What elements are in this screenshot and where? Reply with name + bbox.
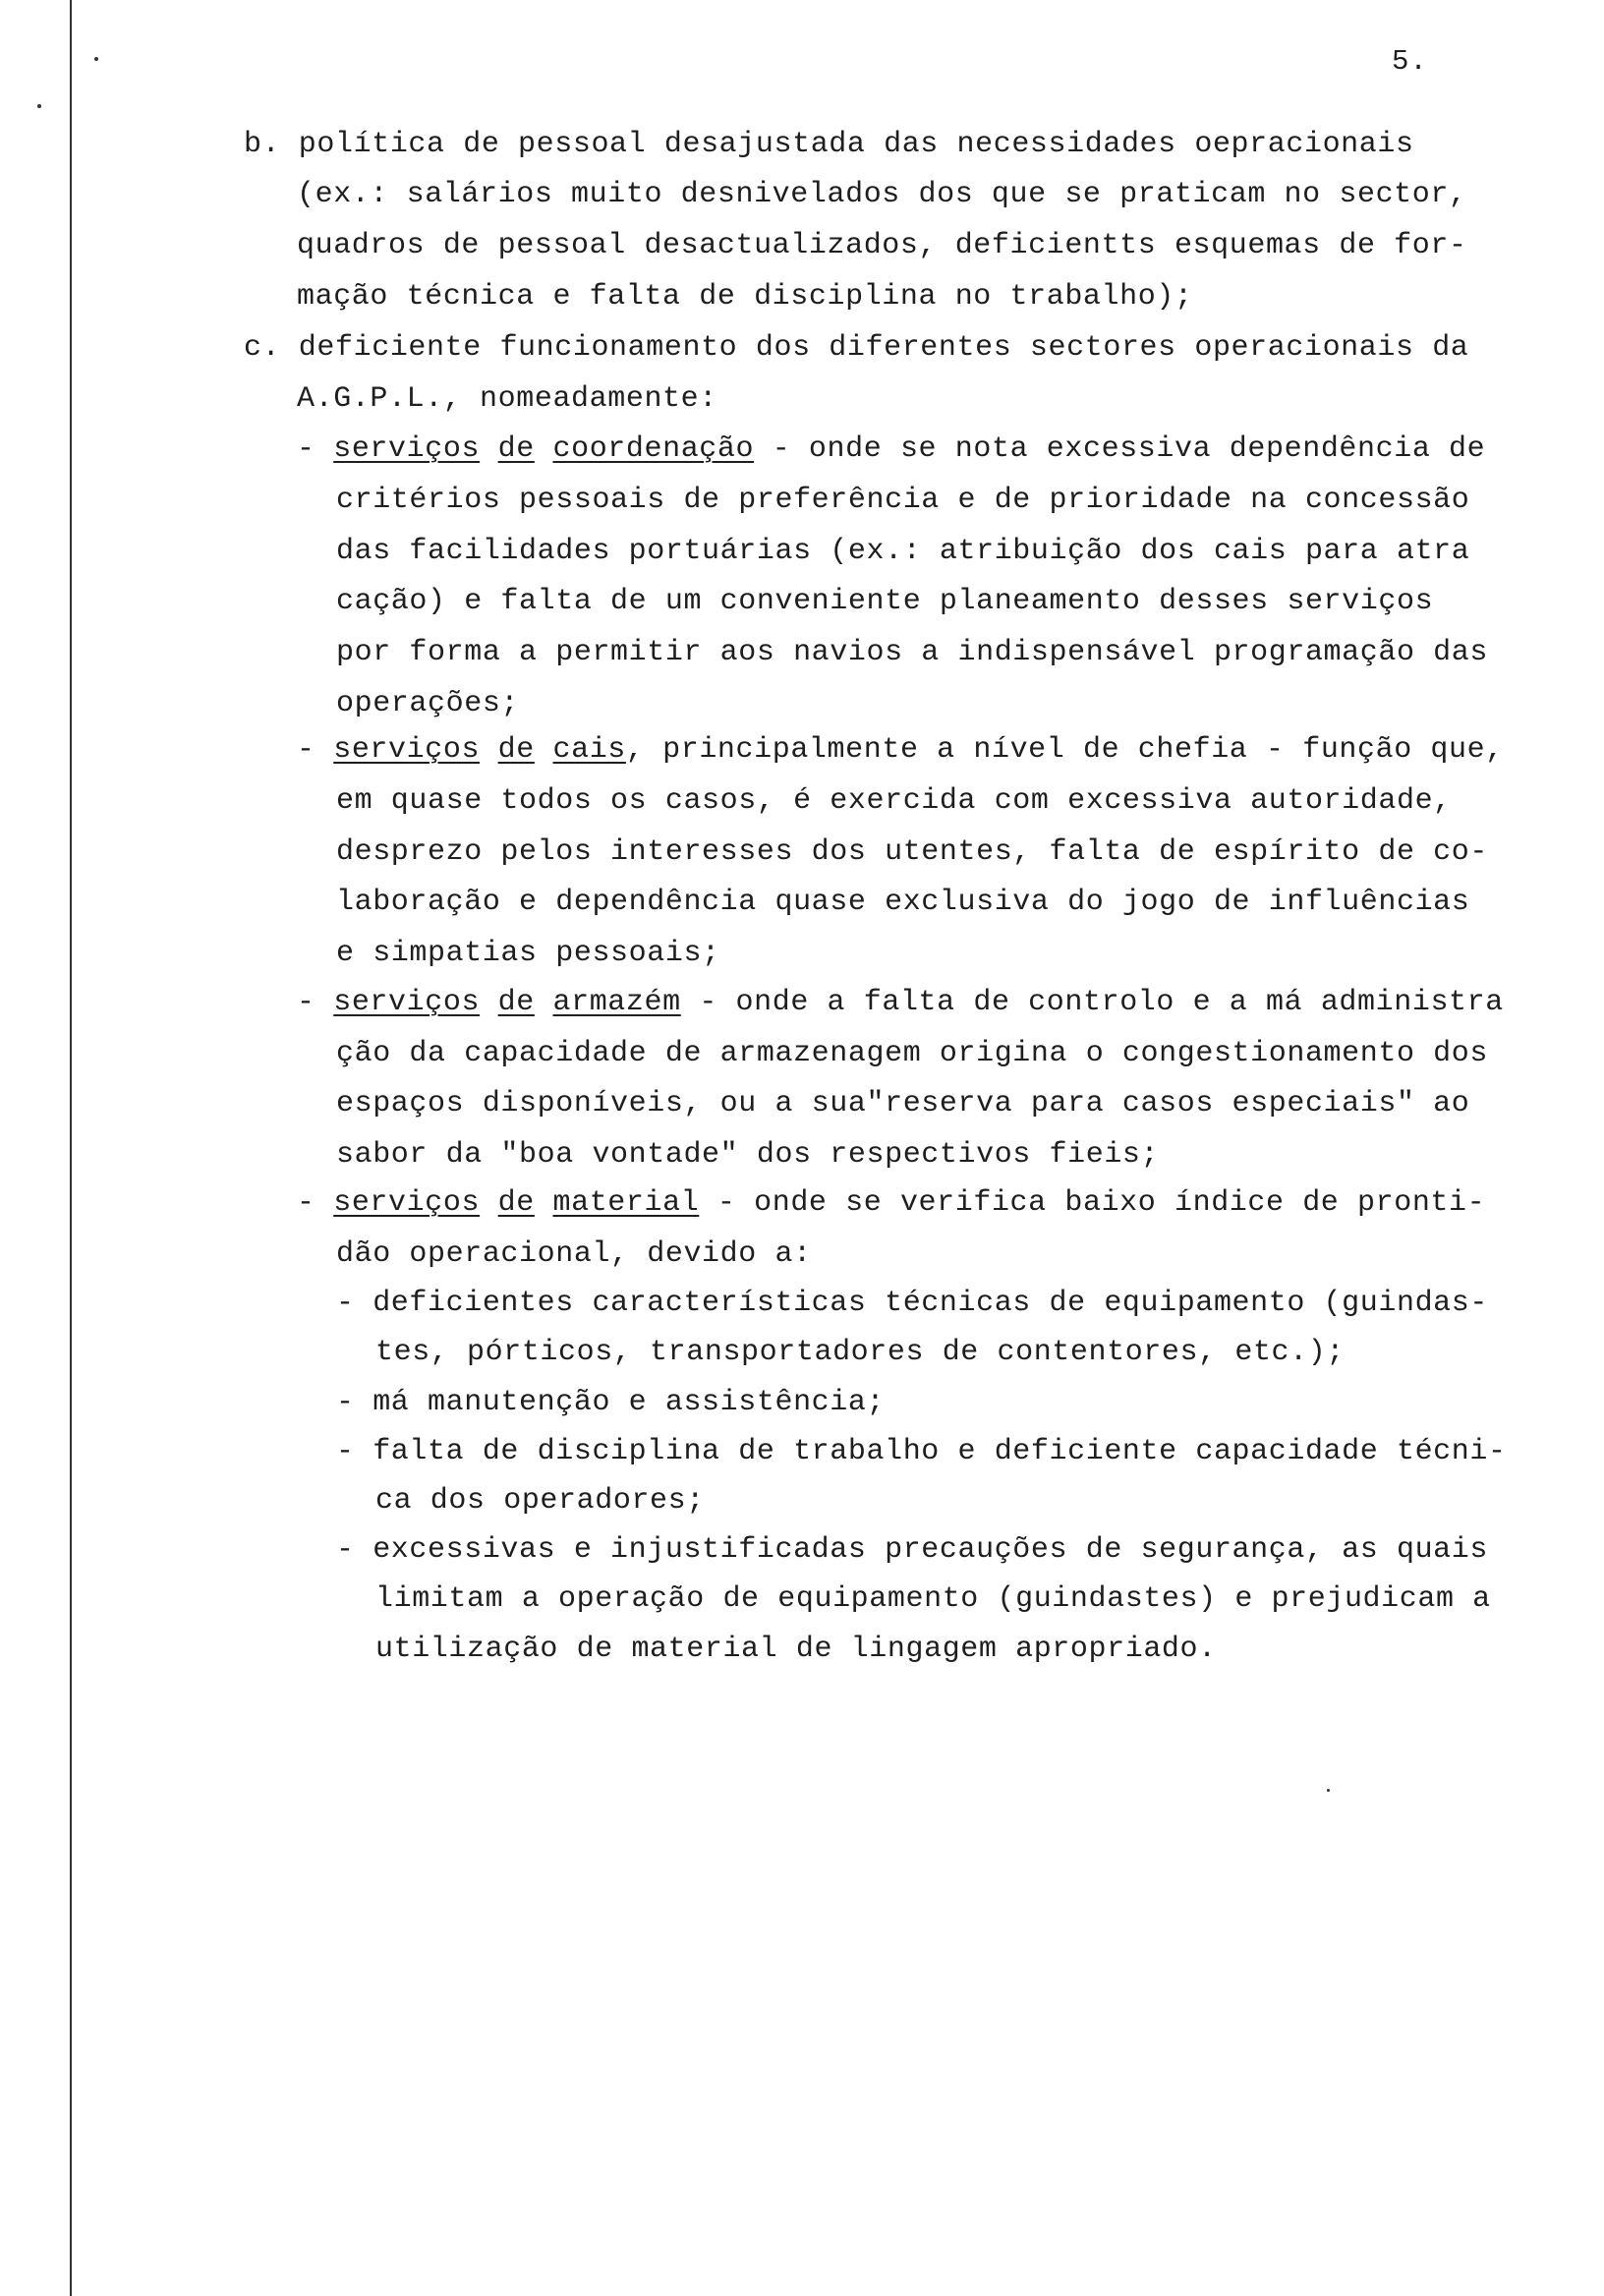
- underlined-term: serviços: [333, 986, 481, 1019]
- text-line: sabor da "boa vontade" dos respectivos fieis;: [336, 1138, 1160, 1172]
- list-dash: -: [297, 986, 334, 1019]
- text-line: critérios pessoais de preferência e de prioridade na concessão: [336, 484, 1470, 517]
- underlined-term: armazém: [552, 986, 681, 1019]
- underlined-term: de: [497, 986, 535, 1019]
- page-number: 5.: [1392, 45, 1428, 78]
- heading-rest: , principalmente a nível de chefia - função que,: [625, 733, 1504, 767]
- list-dash: -: [297, 432, 334, 466]
- heading-rest: - onde a falta de controlo e a má administra: [680, 986, 1504, 1019]
- sub-list-item: - falta de disciplina de trabalho e deficiente capacidade técni-: [336, 1435, 1507, 1468]
- space: [480, 986, 498, 1019]
- text-line: mação técnica e falta de disciplina no trabalho);: [297, 280, 1193, 314]
- text-line: cação) e falta de um conveniente planeamento desses serviços: [336, 585, 1434, 618]
- text-line: limitam a operação de equipamento (guindastes) e prejudicam a: [375, 1582, 1491, 1616]
- list-item-heading: [297, 1186, 1485, 1220]
- sub-list-item: - excessivas e injustificadas precauções de segurança, as quais: [336, 1533, 1488, 1567]
- heading-rest: - onde se nota excessiva dependência de: [754, 432, 1486, 466]
- underlined-term: material: [552, 1186, 700, 1220]
- text-line: em quase todos os casos, é exercida com excessiva autoridade,: [336, 784, 1452, 818]
- text-line: espaços disponíveis, ou a sua"reserva para casos especiais" ao: [336, 1087, 1470, 1120]
- space: [480, 733, 498, 767]
- underlined-term: serviços: [333, 432, 481, 466]
- text-line: por forma a permitir aos navios a indispensável programação das: [336, 636, 1488, 669]
- list-dash: -: [297, 1186, 334, 1220]
- underlined-term: serviços: [333, 1186, 481, 1220]
- space: [480, 1186, 498, 1220]
- underlined-term: de: [497, 432, 535, 466]
- text-line: das facilidades portuárias (ex.: atribuição dos cais para atra: [336, 535, 1470, 568]
- text-line: c. deficiente funcionamento dos diferentes sectores operacionais da: [244, 331, 1469, 365]
- heading-rest: - onde se verifica baixo índice de pronti-: [699, 1186, 1486, 1220]
- text-line: utilização de material de lingagem apropriado.: [375, 1633, 1217, 1666]
- space: [535, 1186, 553, 1220]
- space: [480, 432, 498, 466]
- sub-list-item: - má manutenção e assistência;: [336, 1386, 886, 1419]
- text-line: desprezo pelos interesses dos utentes, falta de espírito de co-: [336, 835, 1488, 869]
- underlined-term: de: [497, 1186, 535, 1220]
- text-line: laboração e dependência quase exclusiva do jogo de influências: [336, 886, 1470, 919]
- text-line: operações;: [336, 687, 520, 720]
- text-line: A.G.P.L., nomeadamente:: [297, 382, 717, 416]
- text-line: ca dos operadores;: [375, 1484, 705, 1518]
- list-item-heading: [297, 733, 1504, 767]
- list-dash: -: [297, 733, 334, 767]
- underlined-term: cais: [552, 733, 626, 767]
- underlined-term: de: [497, 733, 535, 767]
- text-line: e simpatias pessoais;: [336, 937, 720, 970]
- list-item-heading: [297, 432, 1485, 466]
- list-item-heading: [297, 986, 1504, 1019]
- text-line: tes, pórticos, transportadores de contentores, etc.);: [375, 1336, 1345, 1369]
- space: [535, 432, 553, 466]
- text-line: dão operacional, devido a:: [336, 1237, 812, 1271]
- text-line: ção da capacidade de armazenagem origina o congestionamento dos: [336, 1037, 1488, 1070]
- underlined-term: coordenação: [552, 432, 755, 466]
- text-line: (ex.: salários muito desnivelados dos que se praticam no sector,: [297, 178, 1467, 211]
- space: [535, 733, 553, 767]
- text-line: b. política de pessoal desajustada das necessidades oepracionais: [244, 128, 1414, 161]
- sub-list-item: - deficientes características técnicas de equipamento (guindas-: [336, 1287, 1488, 1320]
- text-line: quadros de pessoal desactualizados, deficientts esquemas de for-: [297, 229, 1467, 262]
- underlined-term: serviços: [333, 733, 481, 767]
- space: [535, 986, 553, 1019]
